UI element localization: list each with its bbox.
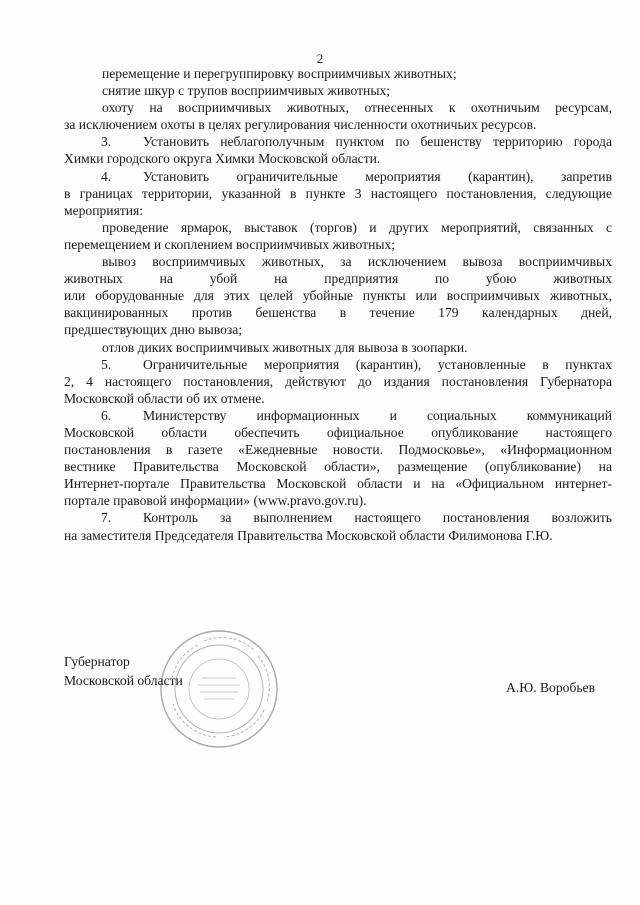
text-line: постановления в газете «Ежедневные новости. Подмосковье», «Информационном bbox=[64, 442, 612, 458]
text-line: на заместителя Председателя Правительства Московской области Филимонова Г.Ю. bbox=[64, 527, 553, 543]
text-line: отлов диких восприимчивых животных для вывоза в зоопарки. bbox=[102, 339, 468, 355]
text-line: в границах территории, указанной в пункте 3 настоящего постановления, следующие bbox=[64, 185, 612, 201]
text-line: снятие шкур с трупов восприимчивых животных; bbox=[102, 83, 391, 99]
text-line: 2, 4 настоящего постановления, действуют до издания постановления Губернатора bbox=[64, 373, 612, 389]
signatory-title bbox=[64, 652, 183, 690]
item-6-line-1 bbox=[64, 407, 612, 424]
text-line: Интернет-портале Правительства Московской области и на «Официальном интернет- bbox=[64, 476, 612, 492]
text-line: или оборудованные для этих целей убойные пункты или восприимчивых животных, bbox=[64, 288, 612, 304]
signatory-title-line: Московской области bbox=[64, 673, 183, 688]
item-7-line-1 bbox=[64, 509, 612, 526]
text-line: перемещение и перегруппировку восприимчивых животных; bbox=[102, 66, 457, 81]
item-3-line-1 bbox=[64, 133, 612, 150]
text-line: Установить ограничительные мероприятия (карантин), запретив bbox=[143, 168, 612, 184]
text-line: вывоз восприимчивых животных, за исключением вывоза восприимчивых bbox=[102, 254, 612, 270]
text-line: перемещением и скоплением восприимчивых животных; bbox=[64, 236, 396, 252]
item-number: 6. bbox=[101, 407, 112, 423]
text-line: Министерству информационных и социальных коммуникаций bbox=[143, 407, 612, 423]
text-line: Московской области обеспечить официальное опубликование настоящего bbox=[64, 424, 612, 440]
text-line: вестнике Правительства Московской области», размещение (опубликование) на bbox=[64, 459, 612, 475]
item-5-line-1 bbox=[64, 356, 612, 373]
text-line: за исключением охоты в целях регулирования численности охотничьих ресурсов. bbox=[64, 117, 537, 133]
text-line: Контроль за выполнением настоящего постановления возложить bbox=[143, 510, 612, 526]
text-line: вакцинированных против бешенства в течение 179 календарных дней, bbox=[64, 305, 612, 321]
item-number: 4. bbox=[101, 168, 112, 184]
document-body bbox=[64, 65, 612, 544]
item-number: 5. bbox=[101, 356, 112, 372]
text-line: портале правовой информации» (www.pravo.gov.ru). bbox=[64, 493, 367, 509]
text-line: охоту на восприимчивых животных, отнесенных к охотничьим ресурсам, bbox=[102, 100, 612, 116]
text-line: Установить неблагополучным пунктом по бешенству территорию города bbox=[143, 134, 612, 150]
text-line: животных на убой на предприятия по убою животных bbox=[64, 271, 612, 287]
text-line: предшествующих дню вывоза; bbox=[64, 322, 243, 338]
text-line: проведение ярмарок, выставок (торгов) и других мероприятий, связанных с bbox=[102, 219, 612, 235]
item-4-line-1 bbox=[64, 168, 612, 185]
text-line: Московской области об их отмене. bbox=[64, 390, 265, 406]
page-number: 2 bbox=[316, 51, 324, 66]
signatory-title-line: Губернатор bbox=[64, 654, 130, 669]
text-line: Химки городского округа Химки Московской области. bbox=[64, 151, 381, 167]
signatory-name: А.Ю. Воробьев bbox=[506, 680, 596, 695]
text-line: мероприятия: bbox=[64, 202, 144, 218]
item-number: 7. bbox=[101, 510, 112, 526]
text-line: Ограничительные мероприятия (карантин), установленные в пунктах bbox=[143, 356, 612, 372]
item-number: 3. bbox=[101, 134, 112, 150]
